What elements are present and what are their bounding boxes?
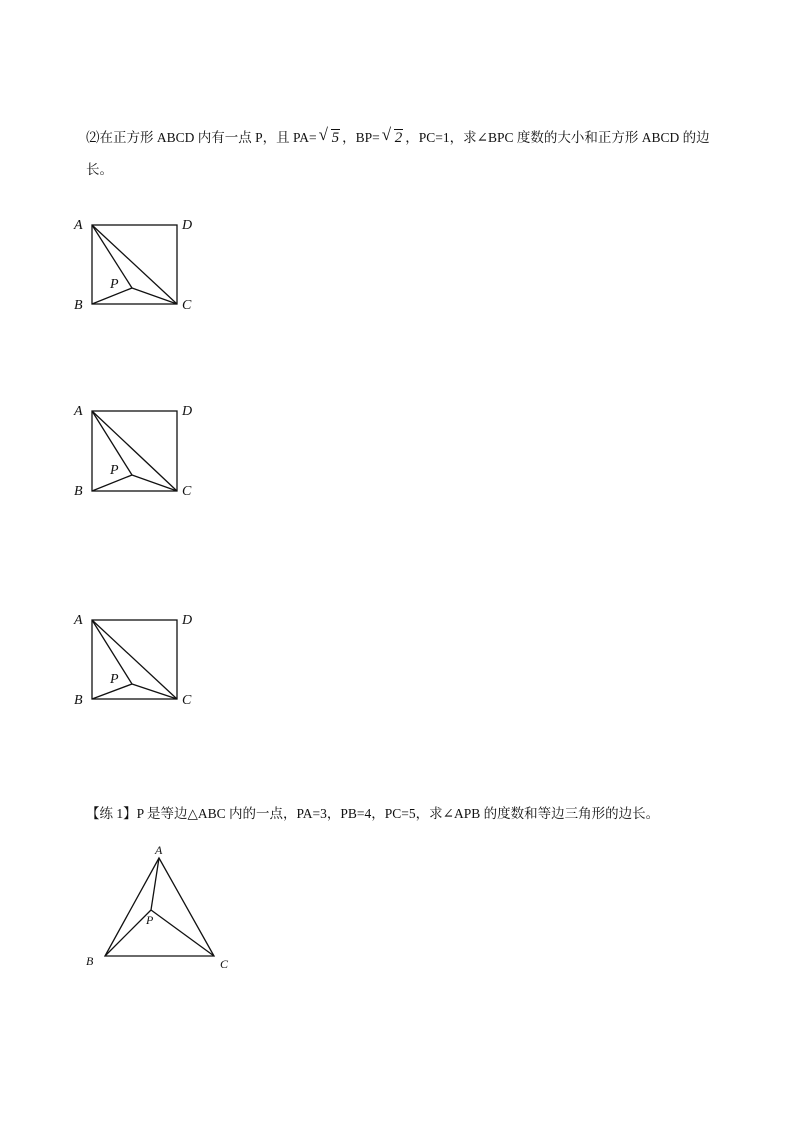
question-number: ⑵ xyxy=(86,130,100,145)
vertex-label-b: B xyxy=(74,298,83,313)
vertex-label-a: A xyxy=(74,404,83,419)
question-text-c: ，PC=1，求∠BPC 度数的大小和正方形 ABCD 的边 xyxy=(405,130,710,145)
radicand-bp: 2 xyxy=(394,130,403,146)
question-text-a: 在正方形 ABCD 内有一点 P，且 PA= xyxy=(99,130,317,145)
point-label-p: P xyxy=(146,913,154,927)
radical-sign-icon: √ xyxy=(381,125,392,144)
square-figure-2 xyxy=(92,411,177,491)
vertex-label-c: C xyxy=(182,693,192,708)
segment-pc xyxy=(132,288,177,304)
vertex-label-a: A xyxy=(155,843,163,857)
diagonal-ac xyxy=(92,225,177,304)
vertex-label-c: C xyxy=(182,298,192,313)
vertex-label-d: D xyxy=(182,218,193,233)
vertex-label-b: B xyxy=(74,484,83,499)
radicand-pa: 5 xyxy=(331,130,340,146)
triangle-outline xyxy=(105,858,214,956)
vertex-label-d: D xyxy=(182,404,193,419)
segment-pc xyxy=(132,684,177,699)
vertex-label-d: D xyxy=(182,613,193,628)
vertex-label-b: B xyxy=(74,693,83,708)
vertex-label-c: C xyxy=(220,957,229,971)
segment-pc xyxy=(151,910,214,956)
vertex-label-a: A xyxy=(74,218,83,233)
diagonal-ac xyxy=(92,620,177,699)
point-label-p: P xyxy=(110,672,119,687)
triangle-figure xyxy=(105,858,214,956)
radical-sign-icon: √ xyxy=(318,125,328,144)
question-text-b: ，BP= xyxy=(342,130,380,145)
segment-pc xyxy=(132,475,177,491)
square-figure-1 xyxy=(92,225,177,304)
vertex-label-c: C xyxy=(182,484,192,499)
exercise-body: P 是等边△ABC 内的一点，PA=3，PB=4，PC=5，求∠APB 的度数和等边三角形的边长。 xyxy=(136,806,660,821)
vertex-label-b: B xyxy=(86,954,94,968)
diagonal-ac xyxy=(92,411,177,491)
exercise-tag: 【练 1】 xyxy=(86,806,137,821)
point-label-p: P xyxy=(110,277,119,292)
point-label-p: P xyxy=(110,463,119,478)
square-figure-3 xyxy=(92,620,177,699)
segment-bp xyxy=(105,910,151,956)
question-text-d: 长。 xyxy=(86,162,113,177)
vertex-label-a: A xyxy=(74,613,83,628)
